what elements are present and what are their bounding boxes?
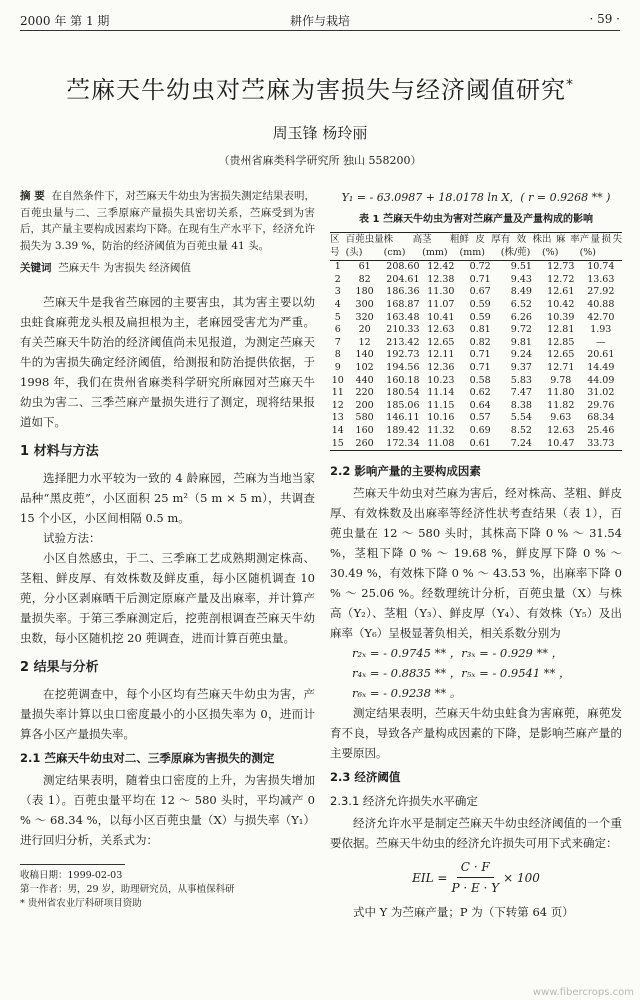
section-2-2-heading: 2.2 影响产量的主要构成因素: [330, 464, 481, 479]
intro-paragraph: 苎麻天牛是我省苎麻园的主要害虫，其为害主要以幼虫蛀食麻蔸龙头根及扁担根为主，老麻园受害尤为严重。有关苎麻天牛防治的经济阈值尚未见报道，为测定苎麻天牛的为害损失确定经济阈值，给测报和防治提供依据，于 1998 年，我们在贵州省麻类科学研究所麻园对苎麻天牛幼虫为害二、三季苎麻产量损失进行了测定，现将结果报道如下。: [20, 295, 315, 429]
section-1-paragraph-3: 小区自然感虫，于二、三季麻工艺成熟期测定株高、茎粗、鲜皮厚、有效株数及鲜皮重，每小区随机调查 10 蔸，分小区剥麻晒干后测定原麻产量及出麻率，并计算产量损失率。于第三季麻测定后，挖蔸剖根调查苎麻天牛幼虫数，每小区随机挖 20 蔸调查，进而计算百蔸虫量。: [20, 551, 315, 645]
formula-tail: × 100: [503, 870, 540, 885]
table-cell: 580: [355, 412, 374, 424]
table-cell: 1.93: [590, 324, 612, 336]
section-2-2-conclusion: 测定结果表明，苎麻天牛幼虫蛀食为害麻蔸，麻蔸发育不良，导致各产量构成因素的下降，是影响苎麻产量的主要原因。: [330, 706, 622, 761]
table-cell: 0.62: [469, 387, 491, 399]
table-cell: 8.52: [510, 424, 532, 436]
table-cell: 27.92: [587, 286, 615, 298]
watermark-text: www.fibercrops.com: [532, 987, 634, 998]
table-cell: 29.76: [587, 399, 615, 411]
running-head: [20, 10, 620, 31]
table-cell: 140: [355, 349, 374, 361]
table-row: [330, 261, 622, 274]
table-row: [330, 362, 622, 375]
table-cell: 4: [334, 298, 341, 310]
paper-title: [20, 70, 620, 105]
table-cell: 11.30: [427, 286, 455, 298]
table-cell: 0.59: [469, 311, 491, 323]
header-plot: 区号: [330, 233, 346, 261]
table-cell: 13: [331, 412, 344, 424]
table-cell: 12.72: [547, 273, 575, 285]
section-2-3-1-paragraph: 经济允许水平是制定苎麻天牛幼虫经济阈值的一个重要依据。苎麻天牛幼虫的经济允许损失可用下式来确定：: [330, 816, 622, 851]
table-cell: 12.73: [547, 261, 575, 273]
right-column: [330, 188, 622, 922]
table-cell: 12.65: [427, 336, 455, 348]
table-cell: 9.43: [510, 273, 532, 285]
table-row: [330, 286, 622, 299]
section-2-3-1-heading: 2.3.1 经济允许损失水平确定: [330, 794, 478, 809]
header-fiber-rate: 出麻率 (%): [542, 233, 580, 261]
section-2-1-paragraph: 测定结果表明，随着虫口密度的上升，为害损失增加（表 1）。百蔸虫量平均在 12 ～ 580 头时，平均减产 0 % ～ 68.34 %，以每小区百蔸虫量（X）与损失率（Y₁）进行回归分析，关系式为：: [20, 773, 315, 847]
table-cell: 9.24: [510, 349, 532, 361]
table-cell: 10.42: [547, 298, 575, 310]
formula-lhs: EIL =: [412, 870, 448, 885]
header-larvae: 百蔸虫量 (头): [346, 233, 384, 261]
table-cell: 11.32: [427, 424, 455, 436]
correlation-line-3: r₆ₓ = - 0.9238 ** 。: [352, 686, 462, 701]
table-cell: 40.88: [587, 298, 615, 310]
footnote-author: 第一作者：男，29 岁，助理研究员，从事植保科研: [20, 884, 235, 895]
left-column: [20, 188, 315, 911]
table-cell: 10.47: [542, 438, 580, 451]
table-cell: 82: [358, 273, 371, 285]
table-cell: 0.64: [469, 399, 491, 411]
table-cell: 180: [355, 286, 374, 298]
title-footnote-mark: *: [566, 77, 574, 93]
table-cell: 7.24: [501, 438, 542, 451]
table-cell: 12.63: [547, 424, 575, 436]
table-cell: 33.73: [580, 438, 622, 451]
table-cell: 102: [355, 361, 374, 373]
table-1: [330, 232, 622, 451]
header-yield-loss: 产量损失 (%): [580, 233, 622, 261]
table-cell: 0.69: [469, 424, 491, 436]
table-cell: 168.87: [386, 298, 420, 310]
paper-title-text: 苎麻天牛幼虫对苎麻为害损失与经济阈值研究: [66, 76, 566, 104]
table-cell: 11.08: [422, 438, 459, 451]
table-cell: 10.41: [427, 311, 455, 323]
formula-denominator: P · E · Y: [451, 881, 500, 896]
table-cell: 9.63: [550, 412, 572, 424]
table-cell: 200: [355, 399, 374, 411]
abstract-text: 在自然条件下，对苎麻天牛幼虫为害损失测定结果表明，百蔸虫量与二、三季原麻产量损失具密切关系，苎麻受到为害后，其产量主要构成因素均下降。在现有生产水平下，经济允许损失为 3.39 %，防治的经济阈值为百蔸虫量 41 头。: [20, 190, 316, 252]
table-cell: 9: [334, 361, 341, 373]
footnote-funding: * 贵州省农业厅科研项目资助: [20, 898, 142, 909]
table-cell: 11.15: [427, 399, 455, 411]
table-cell: 12: [358, 336, 371, 348]
table-cell: 9.81: [510, 336, 532, 348]
table-cell: 0.72: [469, 261, 491, 273]
affiliation: （贵州省麻类科学研究所 独山 558200）: [218, 154, 422, 167]
table-cell: 31.02: [587, 387, 615, 399]
authors: 周玉锋 杨玲丽: [272, 124, 368, 142]
journal-issue: 2000 年 第 1 期: [20, 14, 110, 28]
table-cell: 12.85: [547, 336, 575, 348]
table-cell: 12.71: [547, 361, 575, 373]
table-cell: 0.82: [469, 336, 491, 348]
table-cell: 5: [334, 311, 341, 323]
table-row: [330, 274, 622, 287]
table-cell: 10.39: [547, 311, 575, 323]
header-height: 株高 (cm): [384, 233, 423, 261]
table-cell: 8: [334, 349, 341, 361]
table-row: [330, 412, 622, 425]
table-cell: 185.06: [386, 399, 420, 411]
table-cell: 163.48: [386, 311, 420, 323]
table-row: [330, 349, 622, 362]
table-cell: 9.72: [510, 324, 532, 336]
header-stem: 茎粗 (mm): [422, 233, 459, 261]
table-cell: 186.36: [386, 286, 420, 298]
table-cell: 5.83: [510, 374, 532, 386]
table-row: [330, 400, 622, 413]
table-1-caption: 表 1 苎麻天牛幼虫为害对苎麻产量及产量构成的影响: [359, 214, 593, 225]
abstract-label: 摘 要: [20, 190, 45, 202]
table-cell: 180.54: [386, 387, 420, 399]
formula-fraction: [451, 857, 499, 898]
table-cell: 10.74: [587, 261, 615, 273]
correlation-line-1: r₂ₓ = - 0.9745 ** ，r₃ₓ = - 0.929 ** ，: [352, 646, 564, 661]
table-cell: 172.34: [384, 438, 423, 451]
table-cell: 12.11: [427, 349, 455, 361]
table-cell: 0.71: [469, 349, 491, 361]
regression-equation: Y₁ = - 63.0987 + 18.0178 ln X，( r = 0.9268 ** ): [341, 191, 611, 204]
table-row: [330, 375, 622, 388]
table-cell: 260: [346, 438, 384, 451]
header-bark: 鲜皮厚 (mm): [460, 233, 501, 261]
table-cell: 213.42: [386, 336, 420, 348]
section-2-heading: 2 结果与分析: [20, 660, 99, 675]
table-cell: 0.67: [469, 286, 491, 298]
footnote-rule: [20, 864, 125, 865]
table-cell: 14: [331, 424, 344, 436]
table-cell: 440: [355, 374, 374, 386]
table-cell: 11.07: [427, 298, 455, 310]
table-cell: 0.59: [469, 298, 491, 310]
table-cell: 146.11: [386, 412, 420, 424]
table-cell: 5.54: [510, 412, 532, 424]
table-cell: 10.16: [427, 412, 455, 424]
abstract: [20, 188, 315, 254]
table-cell: 12.42: [427, 261, 455, 273]
section-1-paragraph-2: 试验方法：: [43, 531, 101, 545]
table-cell: 12.81: [547, 324, 575, 336]
table-row: [330, 324, 622, 337]
table-cell: 160: [355, 424, 374, 436]
table-cell: 11.14: [427, 387, 455, 399]
eil-formula: [330, 857, 622, 898]
table-cell: 12.65: [547, 349, 575, 361]
table-cell: 9.78: [550, 374, 572, 386]
table-cell: 160.18: [386, 374, 420, 386]
formula-numerator: C · F: [457, 857, 494, 878]
table-cell: 3: [334, 286, 341, 298]
section-1-paragraph-1: 选择肥力水平较为一致的 4 龄麻园，苎麻为当地当家品种“黑皮蔸”，小区面积 25 m²（5 m × 5 m），共调查 15 个小区，小区间相隔 0.5 m。: [20, 471, 315, 525]
keywords-text: 苎麻天牛 为害损失 经济阈值: [58, 262, 191, 274]
table-cell: 12.36: [427, 361, 455, 373]
table-cell: 14.49: [587, 361, 615, 373]
table-row: [330, 387, 622, 400]
table-cell: 210.33: [386, 324, 420, 336]
section-1-heading: 1 材料与方法: [20, 444, 99, 459]
table-cell: 2: [334, 273, 341, 285]
table-cell: 44.09: [587, 374, 615, 386]
section-2-1-heading: 2.1 苎麻天牛幼虫对二、三季原麻为害损失的测定: [20, 751, 275, 765]
table-cell: 10: [331, 374, 344, 386]
page-number: · 59 ·: [589, 12, 620, 26]
table-cell: 10.23: [427, 374, 455, 386]
table-cell: 68.34: [587, 412, 615, 424]
table-cell: 11: [331, 387, 344, 399]
table-cell: 7.47: [510, 387, 532, 399]
table-cell: 20: [358, 324, 371, 336]
table-cell: 9.37: [510, 361, 532, 373]
table-cell: 300: [355, 298, 374, 310]
table-cell: 1: [334, 261, 341, 273]
table-cell: 61: [358, 261, 371, 273]
table-cell: 11.80: [547, 387, 575, 399]
header-stalks: 有效株 (株/蔸): [501, 233, 542, 261]
table-cell: —: [596, 336, 606, 348]
table-row: [330, 299, 622, 312]
table-cell: 11.82: [547, 399, 575, 411]
table-row: [330, 312, 622, 325]
table-cell: 192.73: [386, 349, 420, 361]
table-cell: 25.46: [587, 424, 615, 436]
table-cell: 20.61: [587, 349, 615, 361]
table-cell: 208.60: [386, 261, 420, 273]
keywords: [20, 258, 315, 278]
keywords-label: 关键词: [20, 262, 52, 274]
continuation-line: 式中 Y 为苎麻产量；P 为（下转第 64 页）: [353, 905, 574, 920]
table-cell: 6.52: [510, 298, 532, 310]
table-row: [330, 438, 622, 451]
table-row: [330, 425, 622, 438]
table-cell: 6.26: [510, 311, 532, 323]
footnote-received: 收稿日期：1999-02-03: [20, 870, 123, 881]
table-cell: 320: [355, 311, 374, 323]
section-2-paragraph-1: 在挖蔸调查中，每个小区均有苎麻天牛幼虫为害，产量损失率计算以虫口密度最小的小区损失率为 0，进而计算各小区产量损失率。: [20, 687, 315, 741]
section-2-2-paragraph: 苎麻天牛幼虫对苎麻为害后，经对株高、茎粗、鲜皮厚、有效株数及出麻率等经济性状考查结果（表 1），百蔸虫量在 12 ～ 580 头时，其株高下降 0 % ～ 31.54 %，茎粗下降 0 % ～ 19.68 %，鲜皮厚下降 0 % ～ 30.49 %，有效株下降 0 % ～ 43.53 %，出麻率下降 0 % ～ 25.06 %。经数理统计分析，百蔸虫量（X）与株高（Y₂）、茎粗（Y₃）、鲜皮厚（Y₄）、有效株（Y₅）及出麻率（Y₆）呈极显著负相关，相关系数分别为: [330, 486, 622, 641]
table-cell: 42.70: [587, 311, 615, 323]
table-cell: 8.38: [510, 399, 532, 411]
table-cell: 15: [330, 438, 346, 451]
table-header-row: [330, 233, 622, 261]
correlation-line-2: r₄ₓ = - 0.8835 ** ，r₅ₓ = - 0.9541 ** ，: [352, 666, 571, 681]
table-cell: 12: [331, 399, 344, 411]
journal-section: 耕作与栽培: [289, 14, 350, 28]
section-2-3-heading: 2.3 经济阈值: [330, 770, 401, 785]
table-cell: 9.51: [510, 261, 532, 273]
table-cell: 0.61: [460, 438, 501, 451]
table-cell: 12.63: [427, 324, 455, 336]
table-cell: 12.38: [427, 273, 455, 285]
table-row: [330, 337, 622, 350]
table-cell: 7: [334, 336, 341, 348]
table-cell: 204.61: [386, 273, 420, 285]
table-cell: 0.58: [469, 374, 491, 386]
table-cell: 12.61: [547, 286, 575, 298]
table-cell: 8.49: [510, 286, 532, 298]
table-cell: 220: [355, 387, 374, 399]
table-cell: 189.42: [386, 424, 420, 436]
table-cell: 0.81: [469, 324, 491, 336]
table-cell: 0.71: [469, 361, 491, 373]
table-cell: 0.71: [469, 273, 491, 285]
table-cell: 0.57: [469, 412, 491, 424]
table-cell: 13.63: [587, 273, 615, 285]
table-cell: 194.56: [386, 361, 420, 373]
table-cell: 6: [334, 324, 341, 336]
